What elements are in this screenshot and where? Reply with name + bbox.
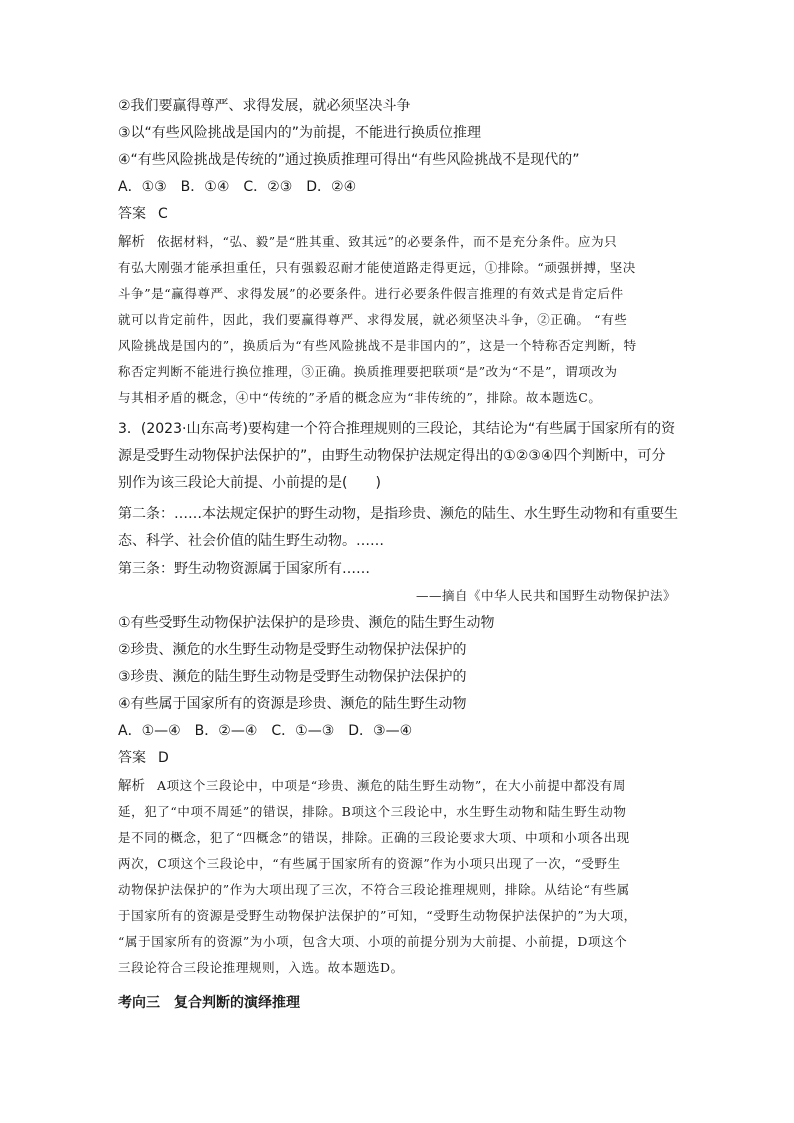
q2-analysis-line-3: 斗争”是“赢得尊严、求得发展”的必要条件。进行必要条件假言推理的有效式是肯定后件 — [118, 286, 624, 301]
q2-analysis-line-1: 解析 依据材料，“弘、毅”是“胜其重、致其远”的必要条件，而不是充分条件。应为只 — [118, 234, 618, 250]
q3-statement-4: ④有些属于国家所有的资源是珍贵、濒危的陆生野生动物 — [118, 696, 467, 712]
q3-analysis-line-6: 于国家所有的资源是受野生动物保护法保护的”可知，“受野生动物保护法保护的”为大项， — [118, 908, 637, 923]
q3-statement-1: ①有些受野生动物保护法保护的是珍贵、濒危的陆生野生动物 — [118, 615, 495, 631]
q3-article3: 第三条：野生动物资源属于国家所有…… — [118, 561, 370, 577]
q3-analysis-line-5: 动物保护法保护的”作为大项出现了三次，不符合三段论推理规则，排除。从结论“有些属 — [118, 882, 630, 897]
q2-analysis-line-5: 风险挑战是国内的”，换质后为“有些风险挑战不是非国内的”，这是一个特称否定判断，特 — [118, 338, 637, 353]
q2-analysis-line-6: 称否定判断不能进行换位推理，③正确。换质推理要把联项“是”改为“不是”，谓项改为 — [118, 364, 618, 379]
answer-label: 答案 — [118, 750, 146, 766]
q3-source: ——摘自《中华人民共和国野生动物保护法》 — [415, 588, 676, 603]
q2-statement-4: ④“有些风险挑战是传统的”通过换质推理可得出“有些风险挑战不是现代的” — [118, 152, 580, 168]
section-heading: 考向三 复合判断的演绎推理 — [118, 995, 300, 1011]
q3-analysis-line-4: 两次，C项这个三段论中，“有些属于国家所有的资源”作为小项只出现了一次，“受野生 — [118, 856, 621, 871]
q3-article2-line-1: 第二条：……本法规定保护的野生动物，是指珍贵、濒危的陆生、水生野生动物和有重要生 — [118, 506, 678, 522]
q3-analysis-line-3: 是不同的概念，犯了“四概念”的错误，排除。正确的三段论要求大项、中项和小项各出现 — [118, 830, 630, 845]
answer-label: 答案 — [118, 206, 146, 222]
q3-answer — [118, 748, 678, 768]
q3-analysis-line-2: 延，犯了“中项不周延”的错误，排除。B项这个三段论中，水生野生动物和陆生野生动物 — [118, 804, 627, 819]
answer-value: C — [158, 206, 168, 222]
q3-statement-2: ②珍贵、濒危的水生野生动物是受野生动物保护法保护的 — [118, 642, 467, 658]
q3-analysis-line-7: “属于国家所有的资源”为小项，包含大项、小项的前提分别为大前提、小前提，D项这个 — [118, 934, 628, 949]
q2-statement-2: ②我们要赢得尊严、求得发展，就必须坚决斗争 — [118, 98, 411, 114]
q3-stem-line-2: 源是受野生动物保护法保护的”，由野生动物保护法规定得出的①②③④四个判断中，可分 — [118, 448, 666, 464]
q2-statement-3: ③以“有些风险挑战是国内的”为前提，不能进行换质位推理 — [118, 125, 482, 141]
q2-analysis-line-2: 有弘大刚强才能承担重任，只有强毅忍耐才能使道路走得更远，①排除。“顽强拼搏，坚决 — [118, 260, 636, 275]
q2-options: A．①③ B．①④ C．②③ D．②④ — [118, 179, 357, 195]
analysis-label: 解析 — [118, 234, 145, 250]
q2-analysis-line-4: 就可以肯定前件，因此，我们要赢得尊严、求得发展，就必须坚决斗争，②正确。 “有些 — [118, 312, 628, 327]
q3-analysis-line-8: 三段论符合三段论推理规则，入选。故本题选D。 — [118, 960, 404, 975]
q3-statement-3: ③珍贵、濒危的陆生野生动物是受野生动物保护法保护的 — [118, 669, 467, 685]
q3-options: A．①—④ B．②—④ C．①—③ D．③—④ — [118, 723, 413, 739]
q2-answer — [118, 204, 678, 224]
q3-stem-line-3: 别作为该三段论大前提、小前提的是( ) — [118, 475, 381, 491]
q3-stem-line-1: 3．(2023·山东高考)要构建一个符合推理规则的三段论，其结论为“有些属于国家所有的资 — [118, 421, 676, 437]
q2-analysis-line-7: 与其相矛盾的概念，④中“传统的”矛盾的概念应为“非传统的”，排除。故本题选C。 — [118, 390, 602, 405]
answer-value: D — [158, 750, 169, 766]
q3-analysis-line-1: 解析 A项这个三段论中，中项是“珍贵、濒危的陆生野生动物”，在大小前提中都没有周 — [118, 778, 627, 794]
analysis-label: 解析 — [118, 778, 145, 794]
q3-article2-line-2: 态、科学、社会价值的陆生野生动物。…… — [118, 533, 384, 549]
